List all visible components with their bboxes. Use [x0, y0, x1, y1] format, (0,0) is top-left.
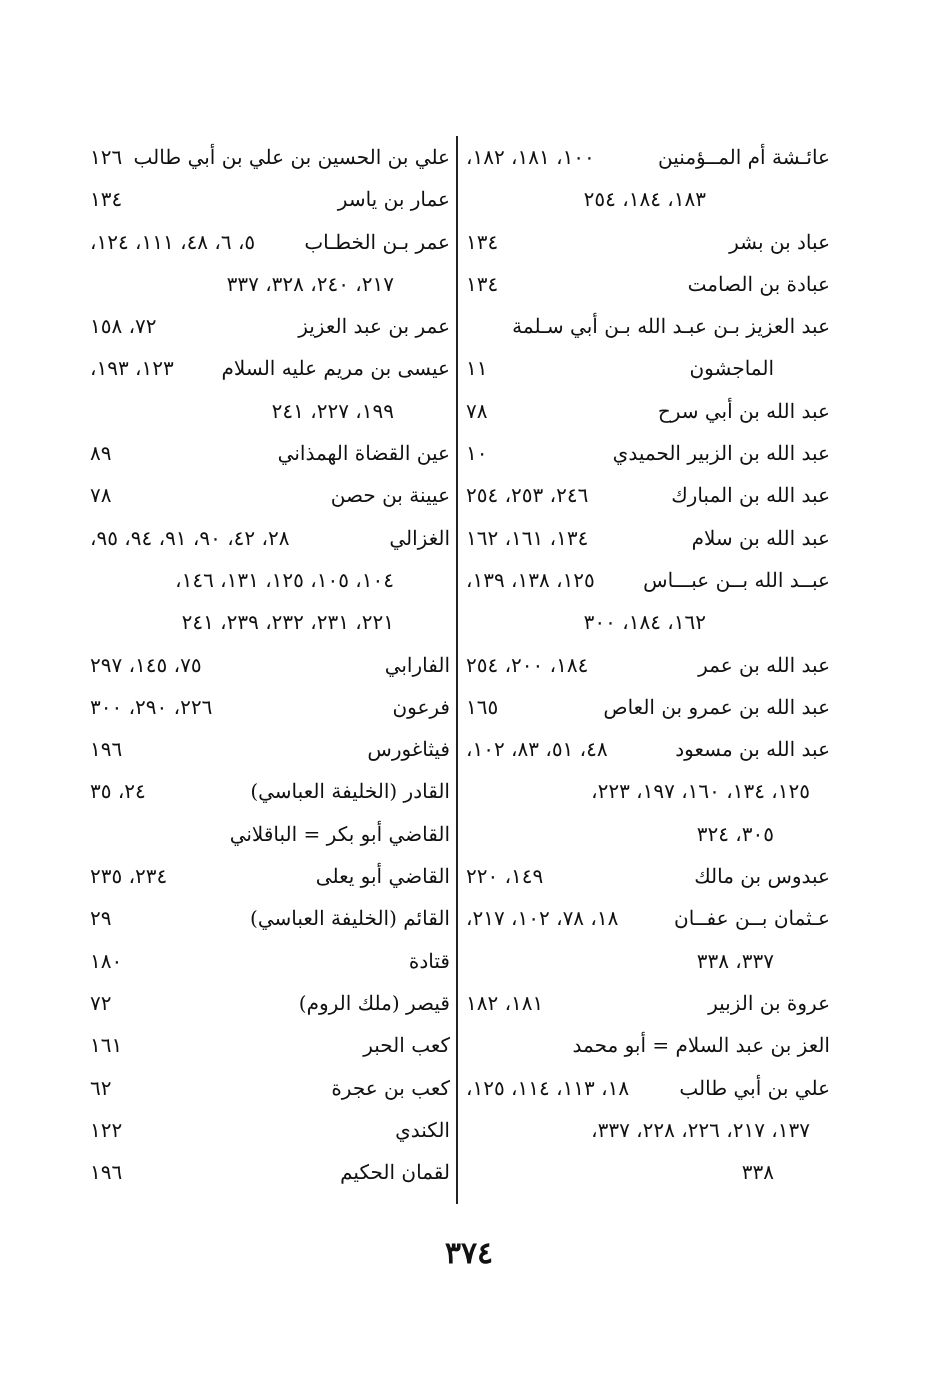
entry-name: عبد الله بن عمرو بن العاص	[603, 694, 830, 719]
index-entry	[90, 728, 450, 770]
index-entry	[90, 432, 450, 474]
index-entry	[466, 644, 830, 686]
entry-page-refs: ٥، ٦، ٤٨، ١١١، ١٢٤،	[90, 229, 256, 254]
entry-name: عبــد الله بــن عبـــاس	[643, 567, 830, 592]
index-entry	[90, 897, 450, 939]
entry-page-refs: ٣٠٥، ٣٢٤	[696, 821, 774, 846]
entry-page-refs: ٢٤٦، ٢٥٣، ٢٥٤	[466, 483, 589, 508]
entry-name: القائم (الخليفة العباسي)	[250, 906, 450, 931]
index-entry	[90, 1024, 450, 1066]
entry-page-refs: ١٦٥	[466, 694, 499, 719]
entry-page-refs: ١٨٤، ٢٠٠، ٢٥٤	[466, 652, 589, 677]
index-entry	[466, 982, 830, 1024]
index-entry	[90, 136, 450, 178]
entry-name: عباد بن بشر	[729, 229, 830, 254]
index-entry	[466, 263, 830, 305]
entry-name: الغزالي	[389, 525, 450, 550]
entry-name: فرعون	[392, 694, 450, 719]
index-entry	[466, 221, 830, 263]
entry-name: علي بن الحسين بن علي بن أبي طالب	[133, 145, 450, 169]
entry-page-refs: ٧٢، ١٥٨	[90, 314, 157, 339]
entry-page-refs: ١٩٦	[90, 1160, 123, 1185]
index-entry	[466, 1067, 830, 1109]
index-entry	[466, 305, 830, 347]
entry-name: كعب الحبر	[363, 1033, 450, 1058]
index-entry	[466, 559, 830, 601]
index-entry	[90, 1151, 450, 1193]
entry-name: عبادة بن الصامت	[687, 271, 830, 296]
index-entry-continuation	[90, 390, 450, 432]
entry-page-refs: ١٢٥، ١٣٨، ١٣٩،	[466, 567, 595, 592]
entry-page-refs: ١٢٢	[90, 1117, 123, 1142]
entry-page-refs: ١٢٣، ١٩٣،	[90, 356, 174, 381]
index-entry	[466, 474, 830, 516]
entry-page-refs: ١٦١	[90, 1033, 123, 1058]
entry-page-refs: ١٠	[466, 441, 488, 466]
entry-name: قتادة	[408, 948, 450, 973]
entry-page-refs: ١٣٤	[90, 187, 123, 212]
entry-name: عبد الله بن عمر	[698, 652, 830, 677]
index-entry	[90, 347, 450, 389]
index-entry	[90, 1109, 450, 1151]
entry-name: فيثاغورس	[367, 737, 450, 762]
entry-name: العز بن عبد السلام = أبو محمد	[572, 1033, 830, 1058]
entry-page-refs: ٢٢١، ٢٣١، ٢٣٢، ٢٣٩، ٢٤١	[181, 610, 394, 635]
entry-page-refs: ٧٢	[90, 990, 112, 1015]
entry-page-refs: ١٨٠	[90, 948, 123, 973]
entry-name: كعب بن عجرة	[331, 1075, 450, 1100]
entry-page-refs: ١١	[466, 356, 488, 381]
entry-name: القادر (الخليفة العباسي)	[250, 779, 450, 804]
index-entry	[466, 1024, 830, 1066]
entry-page-refs: ١٩٦	[90, 737, 123, 762]
index-entry-continuation	[90, 559, 450, 601]
entry-name: الماجشون	[689, 356, 774, 381]
entry-name: عبد الله بن المبارك	[671, 483, 830, 508]
entry-name: عمار بن ياسر	[337, 187, 450, 212]
entry-page-refs: ١٨١، ١٨٢	[466, 990, 544, 1015]
entry-name: القاضي أبو يعلى	[315, 864, 450, 889]
entry-page-refs: ٢٣٤، ٢٣٥	[90, 864, 168, 889]
entry-page-refs: ١٠٠، ١٨١، ١٨٢،	[466, 145, 595, 169]
entry-page-refs: ١٤٩، ٢٢٠	[466, 864, 544, 889]
entry-name: عروة بن الزبير	[708, 990, 830, 1015]
entry-page-refs: ٦٢	[90, 1075, 112, 1100]
entry-page-refs: ٧٨	[466, 398, 488, 423]
index-entry	[466, 432, 830, 474]
index-entry	[466, 728, 830, 770]
page-number: ٣٧٤	[444, 1236, 494, 1271]
index-entry	[466, 686, 830, 728]
index-entry	[90, 221, 450, 263]
index-entry	[90, 686, 450, 728]
index-entry-continuation	[466, 1151, 830, 1193]
index-entry-continuation	[466, 813, 830, 855]
entry-name: عين القضاة الهمذاني	[277, 441, 450, 466]
entry-page-refs: ٨٩	[90, 441, 112, 466]
entry-page-refs: ٣٣٨	[741, 1160, 774, 1185]
entry-name: عبد الله بن سلام	[691, 525, 830, 550]
entry-page-refs: ١٨، ٧٨، ١٠٢، ٢١٧،	[466, 906, 619, 931]
entry-page-refs: ٣٣٧، ٣٣٨	[696, 948, 774, 973]
entry-page-refs: ١٣٤، ١٦١، ١٦٢	[466, 525, 589, 550]
entry-page-refs: ٤٨، ٥١، ٨٣، ١٠٢،	[466, 737, 608, 762]
index-entry	[466, 897, 830, 939]
entry-name: عمر بـن الخطـاب	[304, 229, 450, 254]
entry-name: عبد الله بن أبي سرح	[657, 398, 830, 423]
entry-page-refs: ١٢٥، ١٣٤، ١٦٠، ١٩٧، ٢٢٣،	[591, 779, 810, 804]
entry-page-refs: ١٣٤	[466, 271, 499, 296]
entry-page-refs: ٢١٧، ٢٤٠، ٣٢٨، ٣٣٧	[226, 271, 394, 296]
index-entry-continuation	[466, 940, 830, 982]
index-entry-continuation	[466, 1109, 830, 1151]
entry-page-refs: ٢٤، ٣٥	[90, 779, 146, 804]
index-entry-continuation	[466, 601, 830, 643]
entry-page-refs: ١٣٤	[466, 229, 499, 254]
entry-name: قيصر (ملك الروم)	[298, 990, 450, 1015]
index-entry-continuation	[90, 601, 450, 643]
index-entry-continuation	[90, 263, 450, 305]
entry-name: الفارابي	[384, 652, 450, 677]
entry-name: لقمان الحكيم	[340, 1160, 450, 1185]
entry-name: عيينة بن حصن	[330, 483, 450, 508]
entry-name: عبد الله بن الزبير الحميدي	[612, 441, 830, 466]
index-entry	[90, 982, 450, 1024]
index-entry	[90, 517, 450, 559]
entry-name: الكندي	[395, 1117, 450, 1142]
entry-name: عبد العزيز بـن عبـد الله بـن أبي سـلمة	[512, 314, 830, 339]
index-entry-continuation	[466, 178, 830, 220]
entry-page-refs: ٢٨، ٤٢، ٩٠، ٩١، ٩٤، ٩٥،	[90, 525, 290, 550]
entry-page-refs: ١٣٧، ٢١٧، ٢٢٦، ٢٢٨، ٣٣٧،	[591, 1117, 810, 1142]
index-entry	[90, 940, 450, 982]
index-entry	[466, 347, 830, 389]
entry-page-refs: ١٨٣، ١٨٤، ٢٥٤	[583, 187, 706, 212]
index-column-right	[466, 136, 830, 1193]
entry-page-refs: ١٠٤، ١٠٥، ١٢٥، ١٣١، ١٤٦،	[175, 567, 394, 592]
entry-name: القاضي أبو بكر = الباقلاني	[229, 821, 450, 846]
index-entry	[90, 305, 450, 347]
index-entry	[90, 855, 450, 897]
entry-page-refs: ١٩٩، ٢٢٧، ٢٤١	[271, 398, 394, 423]
entry-page-refs: ١٢٦	[90, 145, 123, 169]
index-entry	[466, 855, 830, 897]
entry-name: عائـشة أم المــؤمنين	[658, 145, 830, 169]
entry-name: عبد الله بن مسعود	[675, 737, 830, 762]
entry-page-refs: ٢٢٦، ٢٩٠، ٣٠٠	[90, 694, 213, 719]
index-entry	[466, 136, 830, 178]
index-entry-continuation	[466, 770, 830, 812]
index-entry	[90, 770, 450, 812]
entry-name: عمر بن عبد العزيز	[298, 314, 450, 339]
entry-page-refs: ١٨، ١١٣، ١١٤، ١٢٥،	[466, 1075, 630, 1100]
index-entry	[90, 813, 450, 855]
entry-page-refs: ١٦٢، ١٨٤، ٣٠٠	[583, 610, 706, 635]
entry-page-refs: ٢٩	[90, 906, 112, 931]
entry-page-refs: ٧٨	[90, 483, 112, 508]
index-entry	[466, 517, 830, 559]
index-entry	[90, 644, 450, 686]
entry-name: عيسى بن مريم عليه السلام	[221, 356, 450, 381]
entry-name: علي بن أبي طالب	[679, 1075, 830, 1100]
entry-name: عـثمان بــن عفــان	[674, 906, 830, 931]
index-column-left	[90, 136, 450, 1193]
index-entry	[466, 390, 830, 432]
entry-page-refs: ٧٥، ١٤٥، ٢٩٧	[90, 652, 202, 677]
index-entry	[90, 474, 450, 516]
column-divider	[456, 136, 458, 1204]
entry-name: عبدوس بن مالك	[694, 864, 830, 889]
index-entry	[90, 178, 450, 220]
index-entry	[90, 1067, 450, 1109]
